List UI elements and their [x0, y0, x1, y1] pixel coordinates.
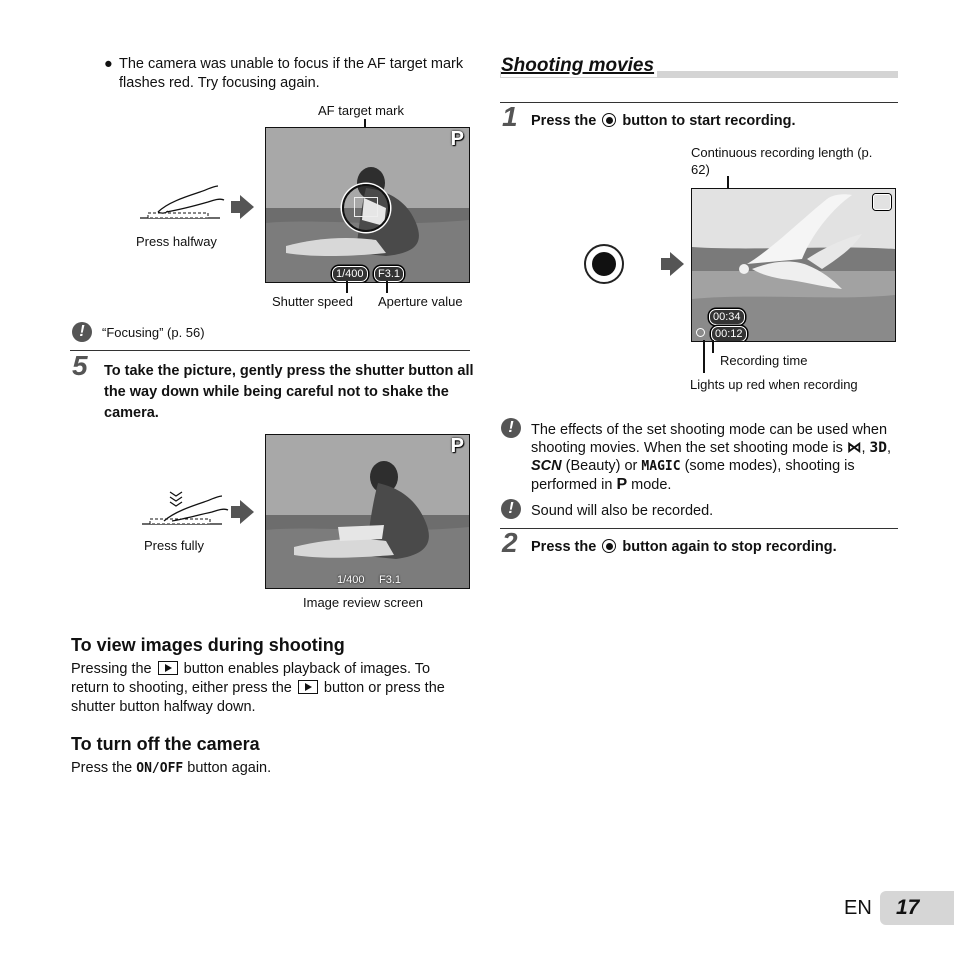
mode-magic-icon: MAGIC: [641, 459, 681, 474]
note-shooting-mode: The effects of the set shooting mode can be used when shooting movies. When the set shooting mode is ⋈, 3D, SCN (Beauty) or MAGIC (some modes), shooting is performed in P mode.: [531, 422, 892, 493]
continuous-length-label: Continuous recording length (p. 62): [691, 145, 873, 177]
press-fully-illustration: [140, 488, 232, 536]
af-target-box: [354, 197, 378, 217]
view-text-b: button enables playback of images. To return to shooting, either press the: [71, 661, 431, 696]
shutter-speed-value: 1/400: [332, 266, 368, 282]
page-number: 17: [896, 896, 920, 919]
section-title: Shooting movies: [501, 55, 657, 77]
camera-screen-focus: [265, 127, 470, 283]
movie-mode-icon: [873, 194, 891, 210]
arrow-stem: [231, 201, 240, 213]
arrow-stem: [661, 258, 670, 270]
note-sound: Sound will also be recorded.: [531, 503, 714, 519]
step2-number: 2: [502, 527, 518, 558]
turn-off-heading: To turn off the camera: [71, 734, 260, 754]
af-warning-bullet: [104, 55, 474, 93]
step1-text-b: button to start recording.: [622, 113, 796, 129]
recording-indicator: [696, 328, 705, 337]
step2-rule: [500, 528, 898, 529]
mode-p-badge: P: [450, 128, 464, 150]
lights-up-callout: [703, 340, 705, 373]
view-images-heading: To view images during shooting: [71, 635, 345, 655]
mode-3d-icon: 3D: [869, 440, 887, 456]
step5-number: 5: [72, 350, 88, 381]
aperture-callout: [386, 281, 388, 293]
right-arrow-icon: [670, 252, 684, 276]
note1-text-a: The effects of the set shooting mode can be used when shooting movies. When the set shooting mode is: [531, 422, 888, 456]
image-review-label: Image review screen: [303, 595, 423, 610]
off-text-b: button again.: [187, 760, 272, 776]
press-fully-label: Press fully: [144, 538, 204, 553]
bullet-text: The camera was unable to focus if the AF target mark flashes red. Try focusing again.: [119, 56, 464, 91]
record-button-illustration: [584, 244, 624, 284]
continuous-length-value: 00:34: [709, 309, 745, 325]
af-target-label: AF target mark: [318, 103, 404, 118]
view-images-text: [71, 660, 471, 717]
shutter-speed-label: Shutter speed: [272, 294, 353, 309]
press-halfway-label: Press halfway: [136, 234, 217, 249]
step2-text-b: button again to stop recording.: [622, 539, 837, 555]
turn-off-text: [71, 760, 271, 776]
step1-rule: [500, 102, 898, 103]
view-text-a: Pressing the: [71, 661, 152, 677]
step2-text-a: Press the: [531, 539, 597, 555]
record-button-dot: [592, 252, 616, 276]
right-arrow-icon: [240, 195, 254, 219]
record-button-icon: [602, 113, 616, 127]
recording-time-label: Recording time: [720, 353, 808, 368]
shutter-callout: [346, 281, 348, 293]
playback-button-icon: [298, 680, 318, 694]
step1-number: 1: [502, 101, 518, 132]
step5-rule: [70, 350, 470, 351]
right-arrow-icon: [240, 500, 254, 524]
note1-text-b: (Beauty) or: [565, 458, 638, 474]
step1-text: [531, 113, 796, 129]
record-button-icon: [602, 539, 616, 553]
bullet-dot: ●: [104, 56, 113, 72]
mode-p-icon: P: [616, 476, 628, 493]
recording-time-value: 00:12: [711, 326, 747, 342]
aperture-value: F3.1: [374, 266, 404, 282]
page-number-tab: [880, 891, 954, 925]
note-focusing: “Focusing” (p. 56): [102, 325, 205, 340]
photo-woman-reading: [266, 435, 469, 588]
hourglass-icon: ⋈: [846, 440, 862, 456]
caution-icon: !: [501, 499, 521, 519]
aperture-value: F3.1: [379, 574, 402, 586]
step1-text-a: Press the: [531, 113, 597, 129]
playback-button-icon: [158, 661, 178, 675]
step2-text: [531, 539, 837, 555]
mode-p-badge: P: [450, 435, 464, 457]
aperture-value-label: Aperture value: [378, 294, 463, 309]
note1-text-c: (some modes), shooting is performed in: [531, 458, 855, 493]
camera-screen-movie: [691, 188, 896, 342]
on-off-key: ON/OFF: [136, 761, 184, 776]
lights-up-label: Lights up red when recording: [690, 377, 858, 392]
shutter-speed-value: 1/400: [337, 574, 365, 586]
step5-text: To take the picture, gently press the shutter button all the way down while being careful not to shake the camera.: [104, 363, 474, 421]
recording-time-callout: [712, 340, 714, 353]
camera-screen-review: [265, 434, 470, 589]
caution-icon: !: [72, 322, 92, 342]
caution-icon: !: [501, 418, 521, 438]
arrow-stem: [231, 506, 240, 518]
note1-text-d: mode.: [631, 477, 672, 493]
mode-scn-icon: SCN: [531, 458, 562, 474]
language-label: EN: [844, 897, 872, 919]
press-halfway-illustration: [138, 182, 230, 230]
off-text-a: Press the: [71, 760, 133, 776]
view-text-c: button or press the shutter button halfway down.: [71, 680, 445, 715]
